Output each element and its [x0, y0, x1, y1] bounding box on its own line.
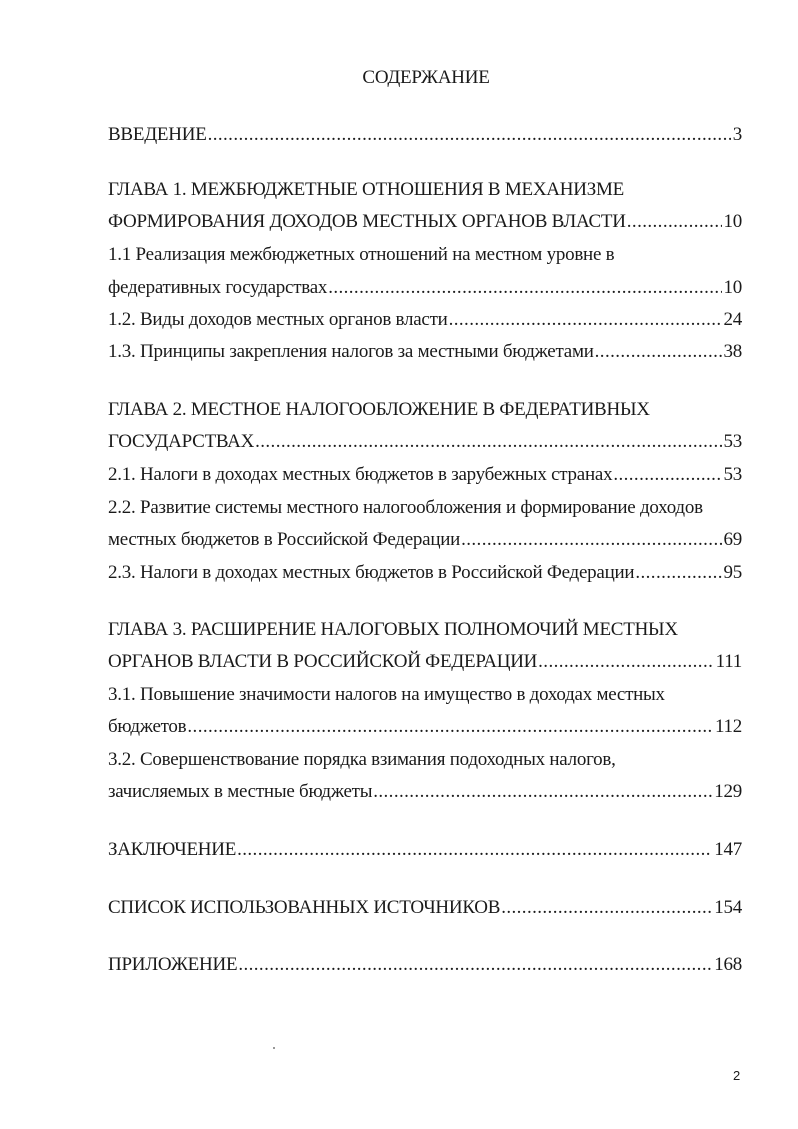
toc-entry-1-1-line1[interactable] [108, 239, 742, 271]
toc-page: 112 [714, 716, 742, 737]
toc-page: 53 [723, 464, 742, 485]
dot-leader [626, 206, 722, 238]
toc-page: 95 [723, 562, 742, 583]
toc-page: 38 [723, 341, 742, 362]
dot-leader [207, 119, 731, 151]
dot-leader [634, 557, 721, 589]
toc-entry-ch1-line1[interactable] [108, 174, 742, 206]
toc-page: 168 [714, 954, 742, 975]
toc-entry-text: ФОРМИРОВАНИЯ ДОХОДОВ МЕСТНЫХ ОРГАНОВ ВЛАСТИ [108, 211, 626, 232]
toc-page: 10 [723, 277, 742, 298]
dot-leader [612, 459, 721, 491]
toc-entry-text: 1.3. Принципы закрепления налогов за местными бюджетами [108, 341, 594, 362]
toc-entry-text: 3.1. Повышение значимости налогов на имущество в доходах местных [108, 684, 665, 705]
toc-entry-3-1-line1[interactable] [108, 679, 742, 711]
toc-entry-text: ГЛАВА 1. МЕЖБЮДЖЕТНЫЕ ОТНОШЕНИЯ В МЕХАНИЗМЕ [108, 179, 624, 200]
dot-leader [327, 272, 721, 304]
toc-entry-ch3[interactable] [108, 646, 742, 678]
toc-entry-text: ЗАКЛЮЧЕНИЕ [108, 839, 237, 860]
dot-leader [237, 949, 712, 981]
dot-leader [186, 711, 713, 743]
toc-entry-3-1[interactable] [108, 711, 742, 743]
toc-entry-text: местных бюджетов в Российской Федерации [108, 529, 461, 550]
toc-entry-sources[interactable] [108, 892, 742, 924]
toc-entry-1-1[interactable] [108, 272, 742, 304]
toc-entry-intro[interactable] [108, 119, 742, 151]
toc-entry-text: СПИСОК ИСПОЛЬЗОВАННЫХ ИСТОЧНИКОВ [108, 897, 501, 918]
toc-page: 24 [723, 309, 742, 330]
dot-leader [254, 426, 721, 458]
toc-entry-ch2[interactable] [108, 426, 742, 458]
dot-leader [448, 304, 722, 336]
toc-page: 69 [723, 529, 742, 550]
toc-page: 154 [714, 897, 742, 918]
toc-entry-text: 2.1. Налоги в доходах местных бюджетов в зарубежных странах [108, 464, 613, 485]
toc-entry-text: 2.2. Развитие системы местного налогообложения и формирование доходов [108, 497, 703, 518]
toc-entry-text: 2.3. Налоги в доходах местных бюджетов в Российской Федерации [108, 562, 635, 583]
toc-page: 10 [723, 211, 742, 232]
toc-page: 147 [714, 839, 742, 860]
dot-leader [460, 524, 721, 556]
toc-entry-text: ГЛАВА 2. МЕСТНОЕ НАЛОГООБЛОЖЕНИЕ В ФЕДЕРАТИВНЫХ [108, 399, 650, 420]
scan-speck [273, 1047, 275, 1049]
toc-entry-2-2-line1[interactable] [108, 492, 742, 524]
toc-entry-text: 1.1 Реализация межбюджетных отношений на местном уровне в [108, 244, 615, 265]
toc-entry-2-1[interactable] [108, 459, 742, 491]
toc-entry-text: бюджетов [108, 716, 187, 737]
toc-entry-text: ГОСУДАРСТВАХ [108, 431, 255, 452]
toc-entry-text: 3.2. Совершенствование порядка взимания подоходных налогов, [108, 749, 616, 770]
toc-page: 111 [715, 651, 742, 672]
toc-entry-2-3[interactable] [108, 557, 742, 589]
toc-entry-text: федеративных государствах [108, 277, 328, 298]
toc-page: 53 [723, 431, 742, 452]
toc-page: 129 [714, 781, 742, 802]
toc-entry-text: ГЛАВА 3. РАСШИРЕНИЕ НАЛОГОВЫХ ПОЛНОМОЧИЙ МЕСТНЫХ [108, 619, 678, 640]
toc-entry-1-3[interactable] [108, 336, 742, 368]
toc-entry-1-2[interactable] [108, 304, 742, 336]
toc-entry-ch3-line1[interactable] [108, 614, 742, 646]
toc-entry-conclusion[interactable] [108, 834, 742, 866]
dot-leader [500, 892, 712, 924]
page-title: СОДЕРЖАНИЕ [362, 67, 490, 88]
toc-entry-text: ОРГАНОВ ВЛАСТИ В РОССИЙСКОЙ ФЕДЕРАЦИИ [108, 651, 538, 672]
toc-entry-text: 1.2. Виды доходов местных органов власти [108, 309, 448, 330]
toc-entry-appendix[interactable] [108, 949, 742, 981]
dot-leader [537, 646, 714, 678]
toc-entry-ch2-line1[interactable] [108, 394, 742, 426]
toc-entry-3-2[interactable] [108, 776, 742, 808]
page-number: 2 [733, 1068, 741, 1083]
toc-entry-3-2-line1[interactable] [108, 744, 742, 776]
toc-entry-ch1[interactable] [108, 206, 742, 238]
toc-entry-text: зачисляемых в местные бюджеты [108, 781, 373, 802]
toc-entry-text: ВВЕДЕНИЕ [108, 124, 207, 145]
toc-entry-2-2[interactable] [108, 524, 742, 556]
dot-leader [236, 834, 712, 866]
dot-leader [372, 776, 712, 808]
toc-entry-text: ПРИЛОЖЕНИЕ [108, 954, 238, 975]
toc-page: 3 [732, 124, 742, 145]
dot-leader [594, 336, 722, 368]
